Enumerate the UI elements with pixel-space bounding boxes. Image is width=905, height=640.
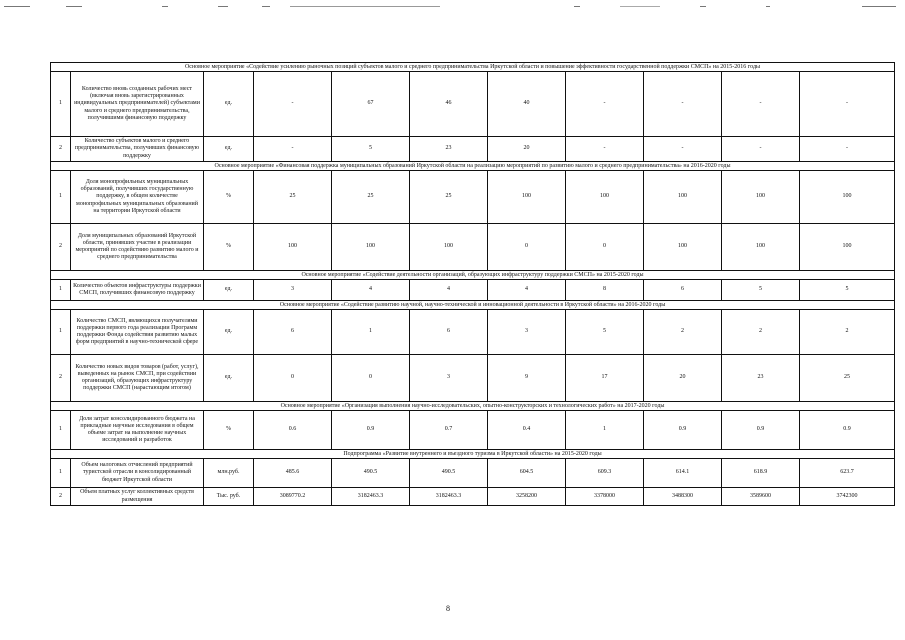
row-number: 1 (51, 171, 71, 224)
value-cell: 17 (566, 355, 644, 402)
indicator-name: Доля муниципальных образований Иркутской области, принявших участие в реализации мероприятий по содействию развитию малого и среднего предпринимательства (71, 224, 204, 271)
unit-cell: млн.руб. (204, 459, 254, 488)
value-cell: 2 (800, 310, 895, 355)
value-cell: - (644, 137, 722, 162)
value-cell: 100 (800, 171, 895, 224)
table-row (51, 72, 895, 137)
row-number: 1 (51, 280, 71, 301)
value-cell: 3182463.3 (410, 488, 488, 506)
value-cell: - (254, 72, 332, 137)
value-cell: 5 (722, 280, 800, 301)
value-cell: 0.9 (722, 411, 800, 450)
value-cell: 0.6 (254, 411, 332, 450)
unit-cell: Тыс. руб. (204, 488, 254, 506)
table-row (51, 459, 895, 488)
row-number: 2 (51, 488, 71, 506)
value-cell: 20 (488, 137, 566, 162)
section-header: Основное мероприятие «Организация выполнения научно-исследовательских, опытно-конструкторских и технологических работ» на 2017-2020 годы (51, 402, 895, 411)
value-cell: 604.5 (488, 459, 566, 488)
scan-top-edge (0, 4, 905, 10)
value-cell: 23 (722, 355, 800, 402)
value-cell: 4 (488, 280, 566, 301)
value-cell: 0 (488, 224, 566, 271)
value-cell: 100 (254, 224, 332, 271)
section-header-row (51, 63, 895, 72)
value-cell: 0.4 (488, 411, 566, 450)
value-cell: 5 (332, 137, 410, 162)
row-number: 2 (51, 137, 71, 162)
value-cell: 618.9 (722, 459, 800, 488)
row-number: 1 (51, 459, 71, 488)
table-row (51, 137, 895, 162)
value-cell: 3 (488, 310, 566, 355)
indicator-name: Количество новых видов товаров (работ, услуг), выведенных на рынок СМСП, при содействии организаций, образующих инфраструктуру поддержки СМСП (нарастающим итогом) (71, 355, 204, 402)
value-cell: 100 (800, 224, 895, 271)
table-body (51, 63, 895, 506)
value-cell: 25 (800, 355, 895, 402)
value-cell: 1 (566, 411, 644, 450)
table-row (51, 310, 895, 355)
section-header: Основное мероприятие «Финансовая поддержка муниципальных образований Иркутской области на реализацию мероприятий по развитию малого и среднего предпринимательства» на 2016-2020 годы (51, 162, 895, 171)
value-cell: 3 (410, 355, 488, 402)
indicator-name: Количество субъектов малого и среднего предпринимательства, получивших финансовую поддержку (71, 137, 204, 162)
value-cell: 6 (254, 310, 332, 355)
value-cell: 3589600 (722, 488, 800, 506)
value-cell: 25 (332, 171, 410, 224)
value-cell: 100 (722, 171, 800, 224)
value-cell: 3258200 (488, 488, 566, 506)
value-cell: 5 (566, 310, 644, 355)
section-header: Основное мероприятие «Содействие усилению рыночных позиций субъектов малого и среднего предпринимательства Иркутской области и повышение эффективности государственной поддержки СМСП» на 2015-2016 годы (51, 63, 895, 72)
page-number: 8 (446, 604, 450, 613)
value-cell: 3378000 (566, 488, 644, 506)
table-row (51, 280, 895, 301)
value-cell: 3089770.2 (254, 488, 332, 506)
table-row (51, 488, 895, 506)
value-cell: 100 (488, 171, 566, 224)
indicator-name: Количество вновь созданных рабочих мест (включая вновь зарегистрированных индивидуальных предпринимателей) субъектами малого и среднего предпринимательства, получившими финансовую поддержку (71, 72, 204, 137)
table-row (51, 411, 895, 450)
row-number: 2 (51, 355, 71, 402)
value-cell: - (566, 137, 644, 162)
value-cell: 8 (566, 280, 644, 301)
section-header: Подпрограмма «Развитие внутреннего и въездного туризма в Иркутской области» на 2015-2020 годы (51, 450, 895, 459)
value-cell: 6 (644, 280, 722, 301)
unit-cell: ед. (204, 280, 254, 301)
value-cell: 485.6 (254, 459, 332, 488)
value-cell: 6 (410, 310, 488, 355)
section-header-row (51, 301, 895, 310)
unit-cell: ед. (204, 137, 254, 162)
value-cell: 20 (644, 355, 722, 402)
section-header-row (51, 402, 895, 411)
value-cell: 3 (254, 280, 332, 301)
indicator-name: Количество объектов инфраструктуры поддержки СМСП, получивших финансовую поддержку (71, 280, 204, 301)
value-cell: 614.1 (644, 459, 722, 488)
value-cell: 0.9 (644, 411, 722, 450)
value-cell: 1 (332, 310, 410, 355)
value-cell: 0.9 (800, 411, 895, 450)
value-cell: 2 (722, 310, 800, 355)
value-cell: 25 (410, 171, 488, 224)
value-cell: - (722, 72, 800, 137)
value-cell: 100 (332, 224, 410, 271)
value-cell: 623.7 (800, 459, 895, 488)
section-header: Основное мероприятие «Содействие деятельности организаций, образующих инфраструктуру поддержки СМСП» на 2015-2020 годы (51, 271, 895, 280)
indicators-table (50, 62, 895, 506)
value-cell: - (722, 137, 800, 162)
value-cell: 609.3 (566, 459, 644, 488)
value-cell: - (566, 72, 644, 137)
section-header: Основное мероприятие «Содействие развитию научной, научно-технической и инновационной деятельности в Иркутской области» на 2016-2020 годы (51, 301, 895, 310)
unit-cell: % (204, 171, 254, 224)
value-cell: 4 (332, 280, 410, 301)
value-cell: 100 (644, 171, 722, 224)
value-cell: 2 (644, 310, 722, 355)
value-cell: 0.9 (332, 411, 410, 450)
value-cell: 4 (410, 280, 488, 301)
row-number: 1 (51, 411, 71, 450)
value-cell: 490.5 (332, 459, 410, 488)
unit-cell: ед. (204, 72, 254, 137)
row-number: 2 (51, 224, 71, 271)
value-cell: 46 (410, 72, 488, 137)
value-cell: 490.5 (410, 459, 488, 488)
value-cell: - (800, 137, 895, 162)
value-cell: 0.7 (410, 411, 488, 450)
unit-cell: % (204, 224, 254, 271)
indicator-name: Объем налоговых отчислений предприятий туристской отрасли в консолидированный бюджет Иркутской области (71, 459, 204, 488)
unit-cell: % (204, 411, 254, 450)
value-cell: 3182463.3 (332, 488, 410, 506)
value-cell: 40 (488, 72, 566, 137)
table-row (51, 171, 895, 224)
value-cell: 100 (566, 171, 644, 224)
value-cell: 9 (488, 355, 566, 402)
indicator-name: Доля затрат консолидированного бюджета на прикладные научные исследования в общем объеме затрат на выполнение научных исследований и разработок (71, 411, 204, 450)
indicator-name: Количество СМСП, являющихся получателями поддержки первого года реализации Программ поддержки Фонда содействия развитию малых форм предприятий в научно-технической сфере (71, 310, 204, 355)
table-row (51, 355, 895, 402)
value-cell: 67 (332, 72, 410, 137)
value-cell: 5 (800, 280, 895, 301)
indicator-name: Доля монопрофильных муниципальных образований, получивших государственную поддержку, в общем количестве монопрофильных муниципальных образований на территории Иркутской области (71, 171, 204, 224)
value-cell: 25 (254, 171, 332, 224)
value-cell: 100 (722, 224, 800, 271)
value-cell: 0 (566, 224, 644, 271)
value-cell: 0 (332, 355, 410, 402)
table-row (51, 224, 895, 271)
row-number: 1 (51, 72, 71, 137)
indicator-name: Объем платных услуг коллективных средств размещения (71, 488, 204, 506)
value-cell: 3488300 (644, 488, 722, 506)
value-cell: 3742300 (800, 488, 895, 506)
value-cell: - (644, 72, 722, 137)
value-cell: 23 (410, 137, 488, 162)
value-cell: 100 (410, 224, 488, 271)
value-cell: - (800, 72, 895, 137)
section-header-row (51, 450, 895, 459)
unit-cell: ед. (204, 355, 254, 402)
row-number: 1 (51, 310, 71, 355)
unit-cell: ед. (204, 310, 254, 355)
value-cell: 0 (254, 355, 332, 402)
value-cell: - (254, 137, 332, 162)
section-header-row (51, 162, 895, 171)
value-cell: 100 (644, 224, 722, 271)
section-header-row (51, 271, 895, 280)
